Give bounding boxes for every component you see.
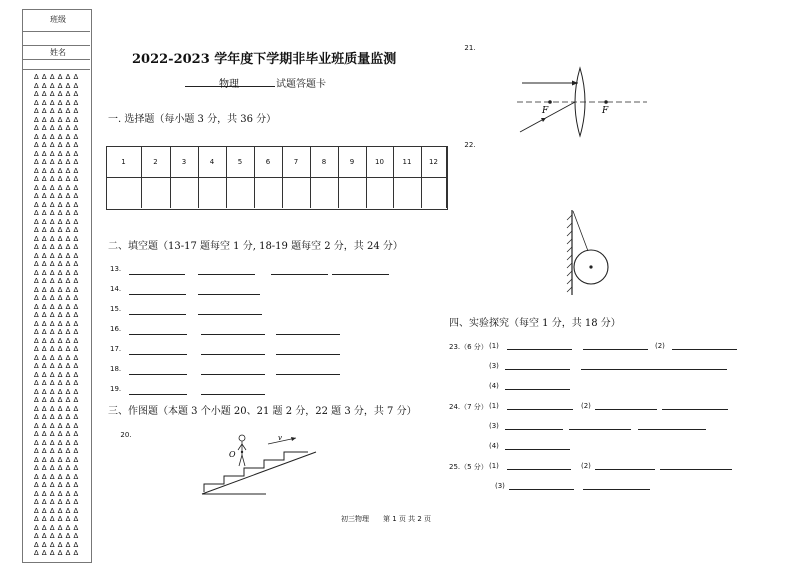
section2-title: 二、填空题（13-17 题每空 1 分, 18-19 题每空 2 分，共 24 分） (108, 241, 403, 252)
person-head-icon (239, 435, 245, 441)
answer-blank[interactable] (507, 469, 571, 470)
answer-input-cell[interactable] (393, 177, 422, 208)
triangle-row: ∆ ∆ ∆ ∆ ∆ ∆ (34, 226, 79, 234)
answer-blank[interactable] (505, 389, 570, 390)
triangle-column (34, 73, 90, 559)
triangle-row: ∆ ∆ ∆ ∆ ∆ ∆ (34, 311, 79, 319)
triangle-row: ∆ ∆ ∆ ∆ ∆ ∆ (34, 532, 79, 540)
velocity-label: v (278, 434, 282, 442)
focus-right-label: F (602, 106, 609, 116)
focus-right (604, 100, 608, 104)
answer-number: 7 (293, 158, 299, 166)
answer-number: 10 (375, 158, 384, 166)
answer-blank[interactable] (129, 374, 187, 375)
triangle-row: ∆ ∆ ∆ ∆ ∆ ∆ (34, 294, 79, 302)
answer-blank[interactable] (198, 274, 255, 275)
triangle-row: ∆ ∆ ∆ ∆ ∆ ∆ (34, 421, 79, 430)
triangle-row: ∆ ∆ ∆ ∆ ∆ ∆ (34, 328, 79, 336)
answer-blank[interactable] (505, 449, 570, 450)
point-o-label: O (229, 450, 236, 459)
pendulum-wall-diagram[interactable] (560, 205, 620, 300)
answer-blank[interactable] (332, 274, 389, 275)
subject-name: 物理 (219, 79, 239, 90)
triangle-row: ∆ ∆ ∆ ∆ ∆ ∆ (34, 345, 79, 353)
answer-blank[interactable] (201, 394, 265, 395)
fill-question-number: 14. (110, 285, 122, 293)
triangle-row: ∆ ∆ ∆ ∆ ∆ ∆ (34, 430, 79, 438)
triangle-row: ∆ ∆ ∆ ∆ ∆ ∆ (34, 124, 79, 132)
answer-blank[interactable] (129, 334, 187, 335)
triangle-row: ∆ ∆ ∆ ∆ ∆ ∆ (34, 540, 79, 549)
triangle-row: ∆ ∆ ∆ ∆ ∆ ∆ (34, 404, 79, 413)
answer-blank[interactable] (276, 334, 340, 335)
triangle-row: ∆ ∆ ∆ ∆ ∆ ∆ (34, 251, 79, 260)
section3-title: 三、作图题（本题 3 个小题 20、21 题 2 分，22 题 3 分，共 7 分） (108, 406, 417, 417)
triangle-row: ∆ ∆ ∆ ∆ ∆ ∆ (34, 243, 79, 251)
class-label: 班级 (50, 15, 66, 24)
answer-input-cell[interactable] (421, 177, 447, 208)
answer-number: 12 (429, 158, 438, 166)
triangle-row: ∆ ∆ ∆ ∆ ∆ ∆ (34, 319, 79, 328)
answer-number: 9 (349, 158, 355, 166)
class-input-box[interactable] (22, 31, 90, 46)
triangle-row: ∆ ∆ ∆ ∆ ∆ ∆ (34, 141, 79, 149)
answer-number: 4 (209, 158, 215, 166)
focus-left (548, 100, 552, 104)
answer-blank[interactable] (662, 409, 728, 410)
triangle-row: ∆ ∆ ∆ ∆ ∆ ∆ (34, 370, 79, 379)
triangle-row: ∆ ∆ ∆ ∆ ∆ ∆ (34, 183, 79, 192)
q24-sub2: (2) (581, 402, 591, 410)
triangle-row: ∆ ∆ ∆ ∆ ∆ ∆ (34, 353, 79, 362)
fill-question-number: 16. (110, 325, 122, 333)
triangle-row: ∆ ∆ ∆ ∆ ∆ ∆ (34, 132, 79, 141)
triangle-row: ∆ ∆ ∆ ∆ ∆ ∆ (34, 379, 79, 387)
answer-blank[interactable] (129, 354, 187, 355)
q24-sub3: (3) (489, 422, 499, 430)
answer-blank[interactable] (638, 429, 706, 430)
triangle-row: ∆ ∆ ∆ ∆ ∆ ∆ (34, 413, 79, 421)
answer-blank[interactable] (583, 489, 650, 490)
triangle-row: ∆ ∆ ∆ ∆ ∆ ∆ (34, 362, 79, 370)
lens-diagram[interactable] (512, 62, 652, 142)
answer-number: 8 (321, 158, 327, 166)
answer-blank[interactable] (672, 349, 737, 350)
answer-blank[interactable] (129, 294, 186, 295)
triangle-row: ∆ ∆ ∆ ∆ ∆ ∆ (34, 166, 79, 175)
triangle-row: ∆ ∆ ∆ ∆ ∆ ∆ (34, 464, 79, 472)
answer-blank[interactable] (660, 469, 732, 470)
triangle-row: ∆ ∆ ∆ ∆ ∆ ∆ (34, 447, 79, 455)
triangle-row: ∆ ∆ ∆ ∆ ∆ ∆ (34, 260, 79, 268)
q25-sub1: (1) (489, 462, 499, 470)
triangle-row: ∆ ∆ ∆ ∆ ∆ ∆ (34, 234, 79, 243)
q25-sub3: (3) (495, 482, 505, 490)
triangle-row: ∆ ∆ ∆ ∆ ∆ ∆ (34, 523, 79, 532)
triangle-row: ∆ ∆ ∆ ∆ ∆ ∆ (34, 481, 79, 489)
page-footer: 初三物理 第 1 页 共 2 页 (341, 515, 432, 523)
answer-input-cell[interactable] (254, 177, 283, 208)
triangle-row: ∆ ∆ ∆ ∆ ∆ ∆ (34, 175, 79, 183)
fill-question-number: 19. (110, 385, 122, 393)
triangle-row: ∆ ∆ ∆ ∆ ∆ ∆ (34, 90, 79, 98)
answer-input-cell[interactable] (106, 177, 142, 208)
q23-sub2: (2) (655, 342, 665, 350)
answer-blank[interactable] (507, 349, 572, 350)
answer-blank[interactable] (201, 354, 265, 355)
answer-blank[interactable] (595, 469, 655, 470)
answer-number: 3 (181, 158, 187, 166)
answer-number: 11 (402, 158, 412, 166)
triangle-row: ∆ ∆ ∆ ∆ ∆ ∆ (34, 302, 79, 311)
answer-blank[interactable] (201, 334, 265, 335)
answer-blank[interactable] (595, 409, 657, 410)
answer-input-cell[interactable] (141, 177, 171, 208)
triangle-row: ∆ ∆ ∆ ∆ ∆ ∆ (34, 192, 79, 200)
q23-sub1: (1) (489, 342, 499, 350)
triangle-row: ∆ ∆ ∆ ∆ ∆ ∆ (34, 81, 79, 90)
q21-number: 21. (464, 44, 476, 52)
answer-blank[interactable] (198, 294, 260, 295)
name-field[interactable] (22, 45, 90, 60)
triangle-row: ∆ ∆ ∆ ∆ ∆ ∆ (34, 200, 79, 209)
name-label: 姓名 (50, 48, 66, 57)
ball-center (589, 265, 592, 268)
fill-question-number: 17. (110, 345, 122, 353)
triangle-row: ∆ ∆ ∆ ∆ ∆ ∆ (34, 472, 79, 481)
answer-input-cell[interactable] (310, 177, 339, 208)
triangle-row: ∆ ∆ ∆ ∆ ∆ ∆ (34, 336, 79, 345)
fill-question-number: 18. (110, 365, 122, 373)
string-line (573, 211, 588, 251)
section1-title: 一. 选择题（每小题 3 分，共 36 分） (108, 114, 277, 125)
triangle-row: ∆ ∆ ∆ ∆ ∆ ∆ (34, 489, 79, 498)
answer-blank[interactable] (507, 409, 573, 410)
answer-input-cell[interactable] (338, 177, 367, 208)
answer-blank[interactable] (276, 374, 340, 375)
answer-blank[interactable] (198, 314, 262, 315)
q24-sub1: (1) (489, 402, 499, 410)
answer-blank[interactable] (271, 274, 328, 275)
answer-blank[interactable] (129, 314, 186, 315)
answer-input-cell[interactable] (170, 177, 199, 208)
triangle-row: ∆ ∆ ∆ ∆ ∆ ∆ (34, 506, 79, 515)
staircase-diagram[interactable] (196, 430, 326, 500)
triangle-row: ∆ ∆ ∆ ∆ ∆ ∆ (34, 98, 79, 107)
answer-blank[interactable] (505, 369, 570, 370)
triangle-row: ∆ ∆ ∆ ∆ ∆ ∆ (34, 498, 79, 506)
triangle-row: ∆ ∆ ∆ ∆ ∆ ∆ (34, 387, 79, 396)
focus-left-label: F (542, 106, 549, 116)
answer-input-cell[interactable] (198, 177, 227, 208)
triangle-row: ∆ ∆ ∆ ∆ ∆ ∆ (34, 158, 79, 166)
q24-label: 24.（7 分） (449, 403, 488, 411)
answer-blank[interactable] (583, 349, 648, 350)
answer-blank[interactable] (129, 394, 187, 395)
answer-blank[interactable] (569, 429, 631, 430)
answer-input-cell[interactable] (366, 177, 394, 208)
card-label: 试题答题卡 (276, 79, 326, 90)
answer-blank[interactable] (201, 374, 265, 375)
q20-number: 20. (120, 431, 132, 439)
q23-label: 23.（6 分） (449, 343, 488, 351)
triangle-row: ∆ ∆ ∆ ∆ ∆ ∆ (34, 107, 79, 115)
name-input-box[interactable] (22, 59, 90, 70)
triangle-row: ∆ ∆ ∆ ∆ ∆ ∆ (34, 396, 79, 404)
fill-question-number: 13. (110, 265, 122, 273)
answer-blank[interactable] (581, 369, 727, 370)
answer-blank[interactable] (505, 429, 563, 430)
page-title: 2022-2023 学年度下学期非毕业班质量监测 (132, 52, 397, 67)
answer-number: 5 (237, 158, 243, 166)
triangle-row: ∆ ∆ ∆ ∆ ∆ ∆ (34, 438, 79, 447)
fill-question-number: 15. (110, 305, 122, 313)
triangle-row: ∆ ∆ ∆ ∆ ∆ ∆ (34, 455, 79, 464)
answer-input-cell[interactable] (226, 177, 255, 208)
answer-blank[interactable] (129, 274, 185, 275)
answer-number: 1 (121, 158, 126, 166)
q23-sub4: (4) (489, 382, 499, 390)
answer-blank[interactable] (276, 354, 340, 355)
q23-sub3: (3) (489, 362, 499, 370)
triangle-row: ∆ ∆ ∆ ∆ ∆ ∆ (34, 285, 79, 294)
q22-number: 22. (464, 141, 476, 149)
class-field[interactable] (22, 9, 90, 32)
answer-number: 6 (265, 158, 271, 166)
q25-sub2: (2) (581, 462, 591, 470)
q25-label: 25.（5 分） (449, 463, 488, 471)
answer-blank[interactable] (509, 489, 574, 490)
triangle-row: ∆ ∆ ∆ ∆ ∆ ∆ (34, 217, 79, 226)
triangle-row: ∆ ∆ ∆ ∆ ∆ ∆ (34, 115, 79, 124)
q24-sub4: (4) (489, 442, 499, 450)
answer-number: 2 (153, 158, 158, 166)
triangle-row: ∆ ∆ ∆ ∆ ∆ ∆ (34, 277, 79, 285)
section4-title: 四、实验探究（每空 1 分，共 18 分） (449, 318, 621, 329)
triangle-row: ∆ ∆ ∆ ∆ ∆ ∆ (34, 73, 79, 81)
triangle-row: ∆ ∆ ∆ ∆ ∆ ∆ (34, 268, 79, 277)
triangle-row: ∆ ∆ ∆ ∆ ∆ ∆ (34, 149, 79, 158)
answer-input-cell[interactable] (282, 177, 311, 208)
triangle-row: ∆ ∆ ∆ ∆ ∆ ∆ (34, 209, 79, 217)
triangle-row: ∆ ∆ ∆ ∆ ∆ ∆ (34, 549, 79, 557)
triangle-row: ∆ ∆ ∆ ∆ ∆ ∆ (34, 515, 79, 523)
